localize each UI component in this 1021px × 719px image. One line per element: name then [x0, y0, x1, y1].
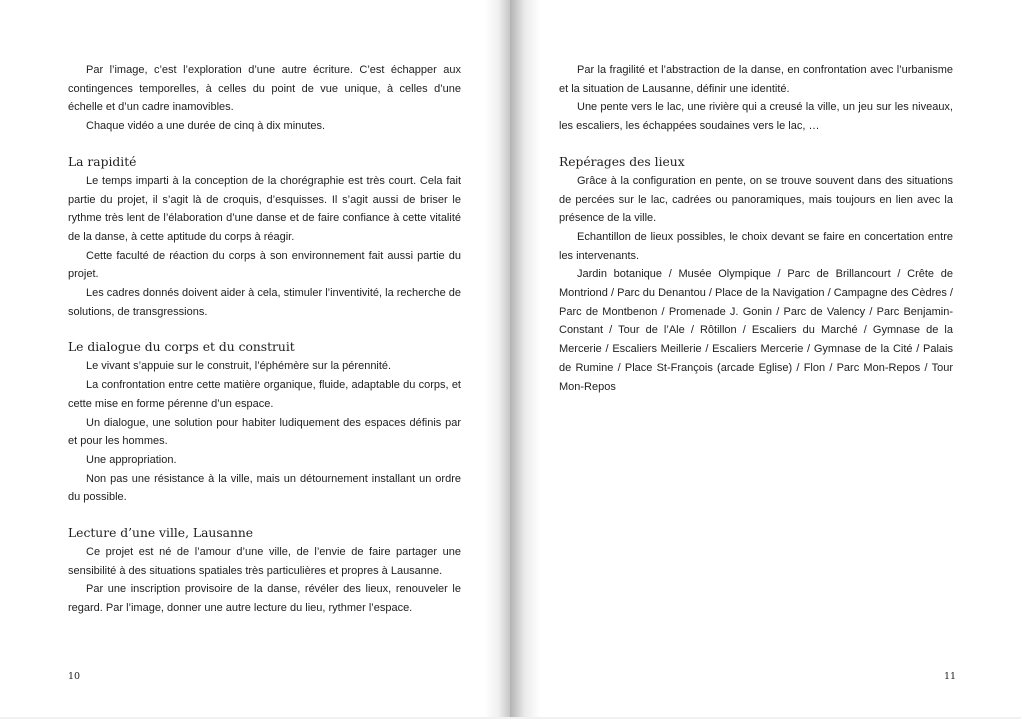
section-heading: La rapidité	[68, 154, 137, 169]
left-text-column	[68, 61, 461, 618]
paragraph: Par l’image, c’est l’exploration d’une autre écriture. C’est échapper aux contingences temporelles, à celles du point de vue unique, à celles d’une échelle et d’un cadre inamovibles.	[68, 64, 461, 114]
page-number-right: 11	[944, 671, 957, 682]
paragraph: Echantillon de lieux possibles, le choix devant se faire en concertation entre les intervenants.	[559, 230, 953, 262]
paragraph: Par la fragilité et l’abstraction de la danse, en confrontation avec l’urbanisme et la situation de Lausanne, définir une identité.	[559, 64, 953, 95]
section-heading: Le dialogue du corps et du construit	[68, 340, 295, 355]
paragraph: Chaque vidéo a une durée de cinq à dix minutes.	[86, 120, 326, 133]
paragraph: Cette faculté de réaction du corps à son environnement fait aussi partie du projet.	[68, 249, 461, 281]
section-heading: Lecture d’une ville, Lausanne	[68, 526, 254, 541]
paragraph: Une pente vers le lac, une rivière qui a creusé la ville, un jeu sur les niveaux, les escaliers, les échappées soudaines vers le lac, …	[559, 101, 953, 133]
right-text-column	[559, 61, 953, 396]
paragraph: Par une inscription provisoire de la danse, révéler des lieux, renouveler le regard. Par l’image, donner une autre lecture du lieu, rythmer l’espace.	[68, 583, 461, 615]
right-page	[510, 0, 1021, 717]
paragraph: Le temps imparti à la conception de la chorégraphie est très court. Cela fait partie du projet, il s’agit là de croquis, d’esquisses. Il s’agit aussi de briser le rythme très lent de l’élaboration d’une danse et de faire confiance à cette vitalité de la danse, à cette aptitude du corps à réagir.	[68, 174, 461, 243]
paragraph: Non pas une résistance à la ville, mais un détournement installant un ordre du possible.	[68, 472, 461, 504]
paragraph: Un dialogue, une solution pour habiter ludiquement des espaces définis par et pour les hommes.	[68, 416, 461, 448]
paragraph: Grâce à la configuration en pente, on se trouve souvent dans des situations de percées sur le lac, cadrées ou panoramiques, mais toujours en lien avec la présence de la ville.	[559, 174, 953, 225]
section-heading: Repérages des lieux	[559, 154, 685, 169]
gutter-shadow-right	[510, 0, 540, 717]
places-list: Jardin botanique / Musée Olympique / Parc de Brillancourt / Crête de Montriond / Parc du Denantou / Place de la Navigation / Campagne des Cèdres / Parc de Montbenon / Promenade J. Gonin / Parc de Valency / Parc Benjamin-Constant / Tour de l’Ale / Rôtillon / Escaliers du Marché / Gymnase de la Mercerie / Escaliers Meillerie / Escaliers Mercerie / Gymnase de la Cité / Palais de Rumine / Place St-François (arcade Eglise) / Flon / Parc Mon-Repos / Tour Mon-Repos	[559, 268, 953, 393]
paragraph: Une appropriation.	[86, 453, 177, 466]
page-number-left: 10	[68, 671, 81, 682]
paragraph: Le vivant s’appuie sur le construit, l’éphémère sur la pérennité.	[86, 360, 392, 373]
gutter-shadow-left	[484, 0, 510, 717]
paragraph: Ce projet est né de l’amour d’une ville, de l’envie de faire partager une sensibilité à des situations spatiales très particulières et propres à Lausanne.	[68, 546, 461, 577]
paragraph: La confrontation entre cette matière organique, fluide, adaptable du corps, et cette mise en forme pérenne d’un espace.	[68, 379, 461, 410]
left-page	[0, 0, 510, 717]
paragraph: Les cadres donnés doivent aider à cela, stimuler l’inventivité, la recherche de solutions, de transgressions.	[68, 287, 461, 318]
